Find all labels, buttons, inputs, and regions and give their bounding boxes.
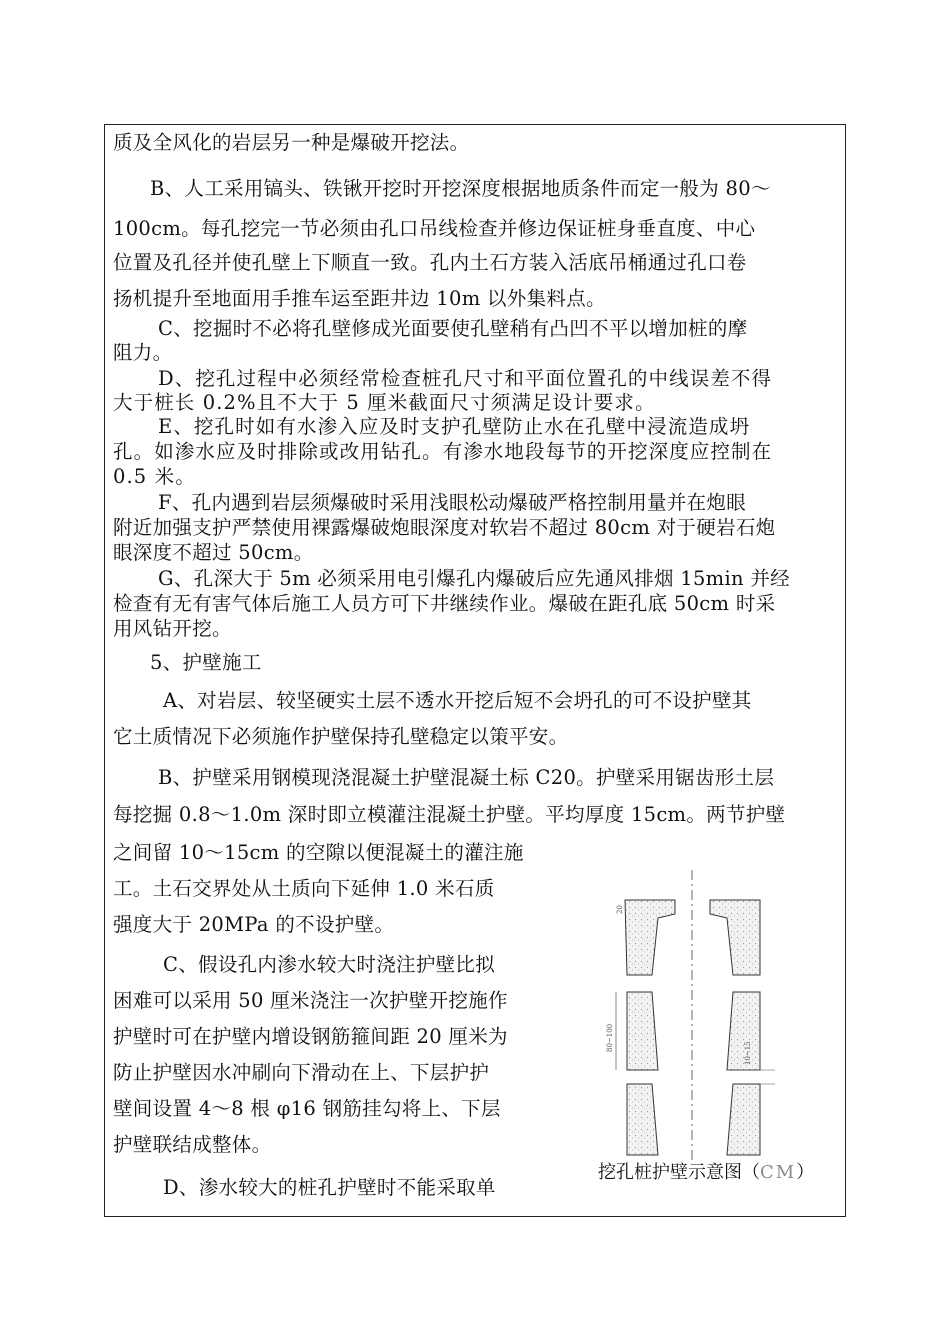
text-line: 护壁联结成整体。: [113, 1133, 272, 1156]
text-line: 困难可以采用 50 厘米浇注一次护壁开挖施作: [113, 989, 508, 1012]
text-line: B、护壁采用钢模现浇混凝土护壁混凝土标 C20。护壁采用锯齿形土层: [158, 766, 775, 789]
text-line: 之间留 10～15cm 的空隙以便混凝土的灌注施: [113, 841, 524, 864]
collar-wall-left: [625, 900, 675, 975]
text-line: 它土质情况下必须施作护壁保持孔壁稳定以策平安。: [113, 725, 569, 748]
text-line: C、挖掘时不必将孔壁修成光面要使孔壁稍有凸凹不平以增加桩的摩: [158, 317, 748, 340]
segment-wall-left: [627, 992, 658, 1070]
text-line: D、挖孔过程中必须经常检查桩孔尺寸和平面位置孔的中线误差不得: [158, 367, 773, 390]
text-line: 护壁时可在护壁内增设钢筋箍间距 20 厘米为: [113, 1025, 508, 1048]
segment-wall-left: [627, 1084, 658, 1155]
text-line: 附近加强支护严禁使用裸露爆破炮眼深度对软岩不超过 80cm 对于硬岩石炮: [113, 516, 776, 539]
pile-wall-diagram: [580, 870, 810, 1160]
text-line: F、孔内遇到岩层须爆破时采用浅眼松动爆破严格控制用量并在炮眼: [158, 491, 747, 514]
text-line: 扬机提升至地面用手推车运至距井边 10m 以外集料点。: [113, 287, 606, 310]
segment-wall-right: [727, 1084, 760, 1155]
collar-wall-right: [710, 900, 760, 975]
text-line: 防止护壁因水冲刷向下滑动在上、下层护护: [113, 1061, 490, 1084]
caption-text: 挖孔桩护壁示意图（: [598, 1162, 760, 1183]
text-line: 工。土石交界处从土质向下延伸 1.0 米石质: [113, 877, 495, 900]
text-line: G、孔深大于 5m 必须采用电引爆孔内爆破后应先通风排烟 15min 并经: [158, 567, 790, 590]
text-line: 大于桩长 0.2%且不大于 5 厘米截面尺寸须满足设计要求。: [113, 391, 656, 414]
section-heading: 5、护壁施工: [150, 651, 262, 674]
text-line: D、渗水较大的桩孔护壁时不能采取单: [163, 1176, 496, 1199]
text-line: 检查有无有害气体后施工人员方可下井继续作业。爆破在距孔底 50cm 时采: [113, 592, 776, 615]
text-line: 100cm。每孔挖完一节必须由孔口吊线检查并修边保证桩身垂直度、中心: [113, 217, 756, 240]
text-line: 质及全风化的岩层另一种是爆破开挖法。: [113, 131, 470, 154]
text-line: A、对岩层、较坚硬实土层不透水开挖后短不会坍孔的可不设护壁其: [163, 689, 752, 712]
text-line: 位置及孔径并使孔壁上下顺直一致。孔内土石方装入活底吊桶通过孔口卷: [113, 251, 747, 274]
text-line: C、假设孔内渗水较大时浇注护壁比拟: [163, 953, 496, 976]
text-line: 0.5 米。: [113, 465, 196, 488]
text-line: 用风钻开挖。: [113, 617, 232, 640]
caption-close: ）: [796, 1162, 815, 1183]
dim-height-label: 80~100: [606, 1023, 614, 1052]
text-line: 孔。如渗水应及时排除或改用钻孔。有渗水地段每节的开挖深度应控制在: [113, 440, 773, 463]
text-line: 壁间设置 4～8 根 φ16 钢筋挂勾将上、下层: [113, 1097, 501, 1120]
dim-gap-label: 10~15: [744, 1041, 752, 1065]
caption-unit: CM: [760, 1162, 797, 1183]
dim-top-label: 20: [616, 905, 624, 914]
text-line: 强度大于 20MPa 的不设护壁。: [113, 913, 395, 936]
text-line: 每挖掘 0.8～1.0m 深时即立模灌注混凝土护壁。平均厚度 15cm。两节护壁: [113, 803, 786, 826]
text-line: B、人工采用镐头、铁锹开挖时开挖深度根据地质条件而定一般为 80～: [150, 177, 771, 200]
text-line: 阻力。: [113, 341, 173, 364]
text-line: 眼深度不超过 50cm。: [113, 541, 314, 564]
figure-caption: [598, 1158, 814, 1184]
text-line: E、挖孔时如有水渗入应及时支护孔壁防止水在孔壁中浸流造成坍: [158, 415, 751, 438]
